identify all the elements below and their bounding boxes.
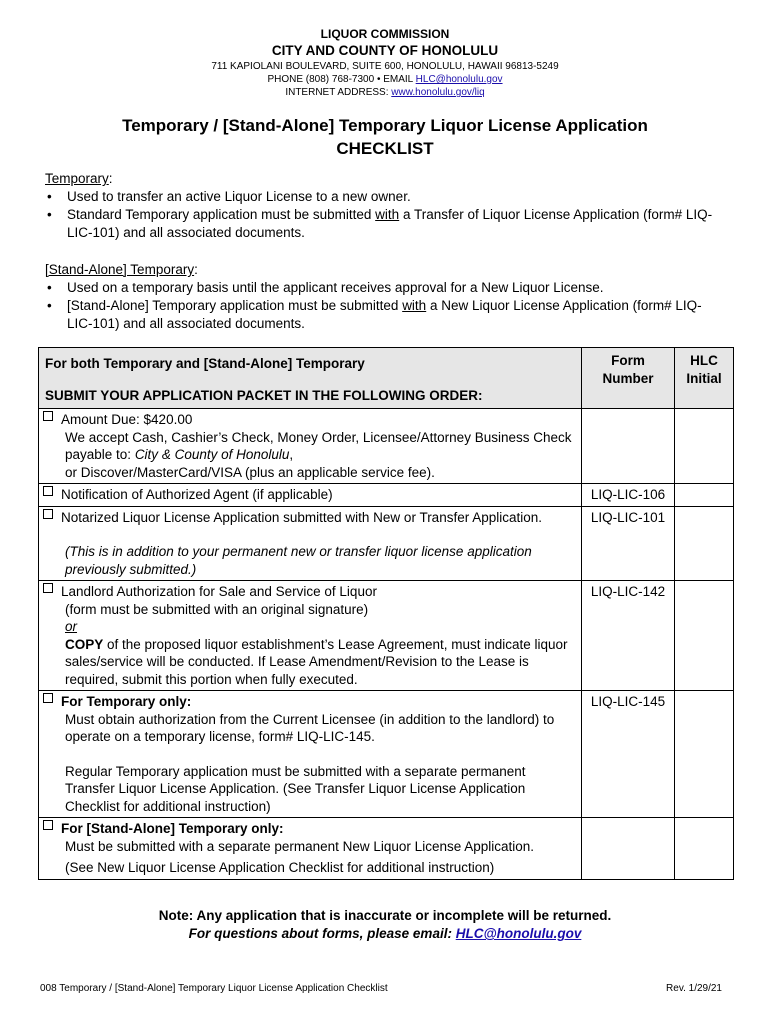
item-landlord-authorization — [39, 581, 582, 691]
table-row — [39, 818, 734, 880]
questions-text: For questions about forms, please email: — [188, 926, 456, 941]
standalone-checklist-note: (See New Liquor License Application Checklist for additional instruction) — [65, 860, 495, 875]
temporary-bullet-1: • Used to transfer an active Liquor License to a new owner. — [45, 188, 725, 206]
or-text: or — [65, 619, 78, 634]
table-header-main — [39, 348, 582, 409]
standalone-bullet-2-pre: [Stand-Alone] Temporary application must be submitted — [67, 298, 403, 313]
checklist-table — [38, 347, 734, 880]
table-row — [39, 506, 734, 581]
table-row — [39, 581, 734, 691]
form-number-cell — [582, 818, 675, 880]
standalone-bullets — [45, 279, 725, 333]
form-number-header: Form Number — [582, 348, 675, 409]
footer-revision: Rev. 1/29/21 — [666, 983, 722, 994]
payable-to-post: , — [289, 447, 294, 462]
standalone-bullet-2-post: a New Liquor License Application (form# LIQ-LIC-101) and all associated documents. — [67, 298, 702, 331]
table-row — [39, 691, 734, 818]
temporary-bullet-2 — [45, 206, 725, 242]
table-row — [39, 409, 734, 484]
checkbox[interactable] — [43, 693, 53, 703]
email-link[interactable]: HLC@honolulu.gov — [415, 74, 503, 85]
temporary-colon: : — [108, 171, 113, 186]
hlc-initial-cell[interactable] — [675, 506, 734, 581]
internet-label: INTERNET ADDRESS: — [285, 87, 392, 98]
item-standalone-only — [39, 818, 582, 880]
copy-label: COPY — [65, 636, 104, 652]
payment-methods: We accept Cash, Cashier’s Check, Money Order, Licensee/Attorney Business Check — [65, 429, 572, 445]
checkbox[interactable] — [43, 820, 53, 830]
contact-line — [0, 73, 770, 86]
landlord-authorization-text: Landlord Authorization for Sale and Service of Liquor — [61, 584, 377, 599]
checkbox[interactable] — [43, 411, 53, 421]
city-name: CITY AND COUNTY OF HONOLULU — [271, 43, 499, 58]
form-number-cell — [582, 409, 675, 484]
signature-note: (form must be submitted with an original signature) — [65, 601, 369, 617]
temporary-section — [45, 170, 725, 242]
notarized-note: (This is in addition to your permanent new or transfer liquor license application previously submitted.) — [65, 544, 532, 577]
temporary-bullet-2-pre: Standard Temporary application must be submitted — [67, 207, 376, 222]
current-licensee-authorization: Must obtain authorization from the Current Licensee (in addition to the landlord) to operate on a temporary license, form# LIQ-LIC-145. — [65, 711, 555, 744]
checkbox[interactable] — [43, 583, 53, 593]
hlc-initial-cell[interactable] — [675, 484, 734, 507]
checkbox[interactable] — [43, 509, 53, 519]
letterhead — [0, 27, 770, 99]
table-header-title: For both Temporary and [Stand-Alone] Temporary — [45, 356, 365, 371]
card-payment: or Discover/MasterCard/VISA (plus an applicable service fee). — [65, 464, 435, 480]
standalone-bullet-1: • Used on a temporary basis until the applicant receives approval for a New Liquor License. — [45, 279, 725, 297]
payable-to-pre: payable to: — [65, 447, 135, 462]
temporary-bullets — [45, 188, 725, 242]
lease-agreement-detail: of the proposed liquor establishment’s Lease Agreement, must indicate liquor sales/service will be conducted. If Lease Amendment/Revision to the Lease is required, submit this portion when fully executed. — [65, 636, 568, 687]
regular-temporary-note: Regular Temporary application must be submitted with a separate permanent Transfer Liquor License Application. (See Transfer Liquor License Application Checklist for additional instruction) — [65, 763, 526, 814]
standalone-bullet-2-with: with — [402, 298, 427, 313]
notarized-application-text: Notarized Liquor License Application submitted with New or Transfer Application. — [61, 509, 543, 525]
payable-to — [43, 446, 575, 464]
phone-text: PHONE (808) 768-7300 • EMAIL — [267, 74, 416, 85]
temporary-label: Temporary — [45, 171, 109, 186]
temporary-only-heading: For Temporary only: — [61, 694, 192, 709]
hlc-initial-header: HLC Initial — [675, 348, 734, 409]
standalone-bullet-2 — [45, 297, 725, 333]
note-email-link[interactable]: HLC@honolulu.gov — [455, 926, 582, 941]
item-notarized-application — [39, 506, 582, 581]
footer-document-name: 008 Temporary / [Stand-Alone] Temporary Liquor License Application Checklist — [40, 983, 388, 994]
hlc-initial-cell[interactable] — [675, 409, 734, 484]
authorized-agent-text: Notification of Authorized Agent (if applicable) — [61, 487, 333, 502]
title-line-2: CHECKLIST — [336, 139, 434, 158]
hlc-initial-cell[interactable] — [675, 581, 734, 691]
hlc-initial-cell[interactable] — [675, 818, 734, 880]
payable-to-name: City & County of Honolulu — [134, 447, 290, 462]
table-row — [39, 484, 734, 507]
form-number-cell: LIQ-LIC-101 — [582, 506, 675, 581]
hlc-initial-cell[interactable] — [675, 691, 734, 818]
note-line: Note: Any application that is inaccurate or incomplete will be returned. — [158, 908, 612, 923]
standalone-label: [Stand-Alone] Temporary — [45, 262, 195, 277]
table-header-subtitle: SUBMIT YOUR APPLICATION PACKET IN THE FOLLOWING ORDER: — [45, 387, 483, 403]
item-authorized-agent — [39, 484, 582, 507]
standalone-heading — [45, 261, 725, 279]
temporary-bullet-2-post: a Transfer of Liquor License Application (form# LIQ-LIC-101) and all associated documents. — [67, 207, 713, 240]
standalone-section — [45, 261, 725, 333]
document-title — [0, 114, 770, 160]
temporary-bullet-2-with: with — [375, 207, 400, 222]
item-amount-due — [39, 409, 582, 484]
questions-line — [0, 925, 770, 943]
temporary-heading — [45, 170, 725, 188]
website-link[interactable]: www.honolulu.gov/liq — [391, 87, 485, 98]
org-name: LIQUOR COMMISSION — [320, 27, 450, 41]
standalone-only-heading: For [Stand-Alone] Temporary only: — [61, 821, 284, 836]
checkbox[interactable] — [43, 486, 53, 496]
internet-line — [0, 86, 770, 99]
table-header-row — [39, 348, 734, 409]
note-section — [0, 907, 770, 943]
address: 711 KAPIOLANI BOULEVARD, SUITE 600, HONOLULU, HAWAII 96813-5249 — [211, 61, 559, 72]
title-line-1: Temporary / [Stand-Alone] Temporary Liquor License Application — [122, 116, 648, 135]
lease-agreement-text — [43, 636, 575, 689]
amount-due-text: Amount Due: $420.00 — [61, 412, 193, 427]
form-number-cell: LIQ-LIC-145 — [582, 691, 675, 818]
form-number-cell: LIQ-LIC-106 — [582, 484, 675, 507]
standalone-colon: : — [194, 262, 198, 277]
standalone-requirement: Must be submitted with a separate permanent New Liquor License Application. — [65, 838, 535, 854]
form-number-cell: LIQ-LIC-142 — [582, 581, 675, 691]
item-temporary-only — [39, 691, 582, 818]
